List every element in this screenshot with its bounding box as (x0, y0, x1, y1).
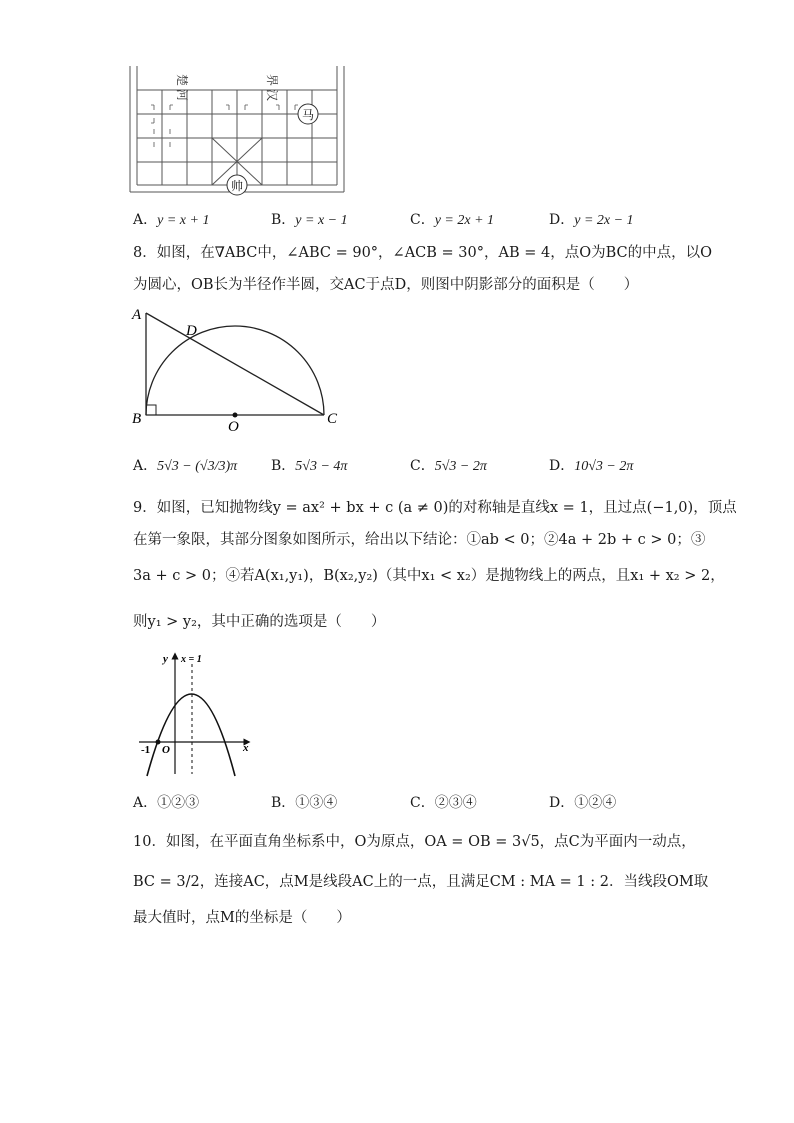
q9-option-d[interactable]: D．①②④ (549, 795, 617, 811)
label-c: C (327, 411, 338, 427)
q10-text-line-3: 最大值时，点M的坐标是（ ） (133, 910, 351, 926)
symmetry-axis-label: x = 1 (181, 654, 202, 665)
q9-option-c[interactable]: C．②③④ (410, 795, 477, 811)
q7-option-b[interactable]: B．y = x − 1 (271, 212, 348, 228)
graph-neg-one-label: -1 (141, 744, 151, 756)
q7-option-c[interactable]: C．y = 2x + 1 (410, 212, 495, 228)
label-b: B (132, 411, 142, 427)
q8-text-line-2: 为圆心，OB长为半径作半圆，交AC于点D，则图中阴影部分的面积是（ ） (133, 277, 639, 293)
graph-y-label: y (163, 653, 168, 665)
horse-piece: 马 (301, 108, 315, 122)
q9-text-line-1: 9．如图，已知抛物线y = ax² + bx + c (a ≠ 0)的对称轴是直线x = 1，且过点(−1,0)，顶点 (133, 500, 737, 516)
q8-option-a[interactable]: A．5√3 − (√3/3)π (133, 458, 238, 474)
label-d: D (186, 323, 197, 339)
q8-figure (128, 305, 348, 435)
river-right-label: 界 汉 (265, 74, 279, 102)
q8-option-d[interactable]: D．10√3 − 2π (549, 458, 634, 474)
q9-text-line-4: 则y₁ > y₂，其中正确的选项是（ ） (133, 614, 386, 630)
q9-option-b[interactable]: B．①③④ (271, 795, 338, 811)
q9-parabola-graph (135, 650, 255, 780)
q10-text-line-2: BC = 3/2，连接AC，点M是线段AC上的一点，且满足CM : MA = 1 : 2．当线段OM取 (133, 874, 709, 890)
chessboard-figure (128, 66, 348, 196)
general-piece: 帅 (230, 179, 244, 193)
graph-origin-label: O (162, 744, 170, 756)
q9-text-line-2: 在第一象限，其部分图象如图所示，给出以下结论：①ab < 0；②4a + 2b + c > 0；③ (133, 532, 706, 548)
q9-option-a[interactable]: A．①②③ (133, 795, 200, 811)
q9-text-line-3: 3a + c > 0；④若A(x₁,y₁)，B(x₂,y₂)（其中x₁ < x₂）是抛物线上的两点，且x₁ + x₂ > 2， (133, 568, 725, 584)
river-left-label: 楚 河 (175, 74, 189, 102)
q8-option-b[interactable]: B．5√3 − 4π (271, 458, 348, 474)
q10-text-line-1: 10．如图，在平面直角坐标系中，O为原点，OA = OB = 3√5，点C为平面内一动点， (133, 834, 696, 850)
q8-text-line-1: 8．如图，在∇ABC中，∠ABC = 90°，∠ACB = 30°，AB = 4，点O为BC的中点，以O (133, 245, 713, 261)
graph-x-label: x (243, 742, 249, 754)
q8-option-c[interactable]: C．5√3 − 2π (410, 458, 487, 474)
label-a: A (132, 307, 142, 323)
label-o: O (228, 419, 239, 435)
q7-option-a[interactable]: A．y = x + 1 (133, 212, 210, 228)
q7-option-d[interactable]: D．y = 2x − 1 (549, 212, 634, 228)
